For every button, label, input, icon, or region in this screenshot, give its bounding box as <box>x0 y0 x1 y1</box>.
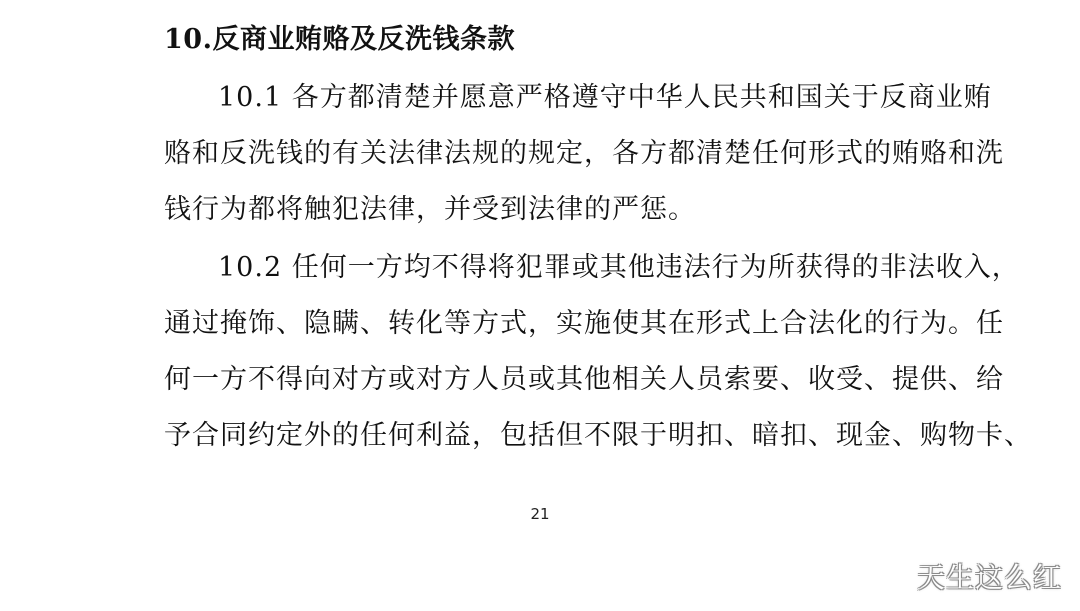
clause-10-2 <box>164 240 1032 464</box>
watermark: 天生这么红 <box>916 561 1062 594</box>
page-number: 21 <box>530 505 550 523</box>
clause-line: 赂和反洗钱的有关法律法规的规定，各方都清楚任何形式的贿赂和洗 <box>164 138 1004 169</box>
clause-line: 何一方不得向对方或对方人员或其他相关人员索要、收受、提供、给 <box>164 364 1004 395</box>
clause-10-1 <box>164 70 1004 238</box>
section-heading: 10.反商业贿赂及反洗钱条款 <box>164 24 515 55</box>
clause-line: 10.1 各方都清楚并愿意严格遵守中华人民共和国关于反商业贿 <box>218 82 992 113</box>
clause-line: 10.2 任何一方均不得将犯罪或其他违法行为所获得的非法收入， <box>218 252 1020 283</box>
clause-line: 通过掩饰、隐瞒、转化等方式，实施使其在形式上合法化的行为。任 <box>164 308 1004 339</box>
clause-line: 钱行为都将触犯法律，并受到法律的严惩。 <box>164 194 696 225</box>
clause-line: 予合同约定外的任何利益，包括但不限于明扣、暗扣、现金、购物卡、 <box>164 420 1032 451</box>
